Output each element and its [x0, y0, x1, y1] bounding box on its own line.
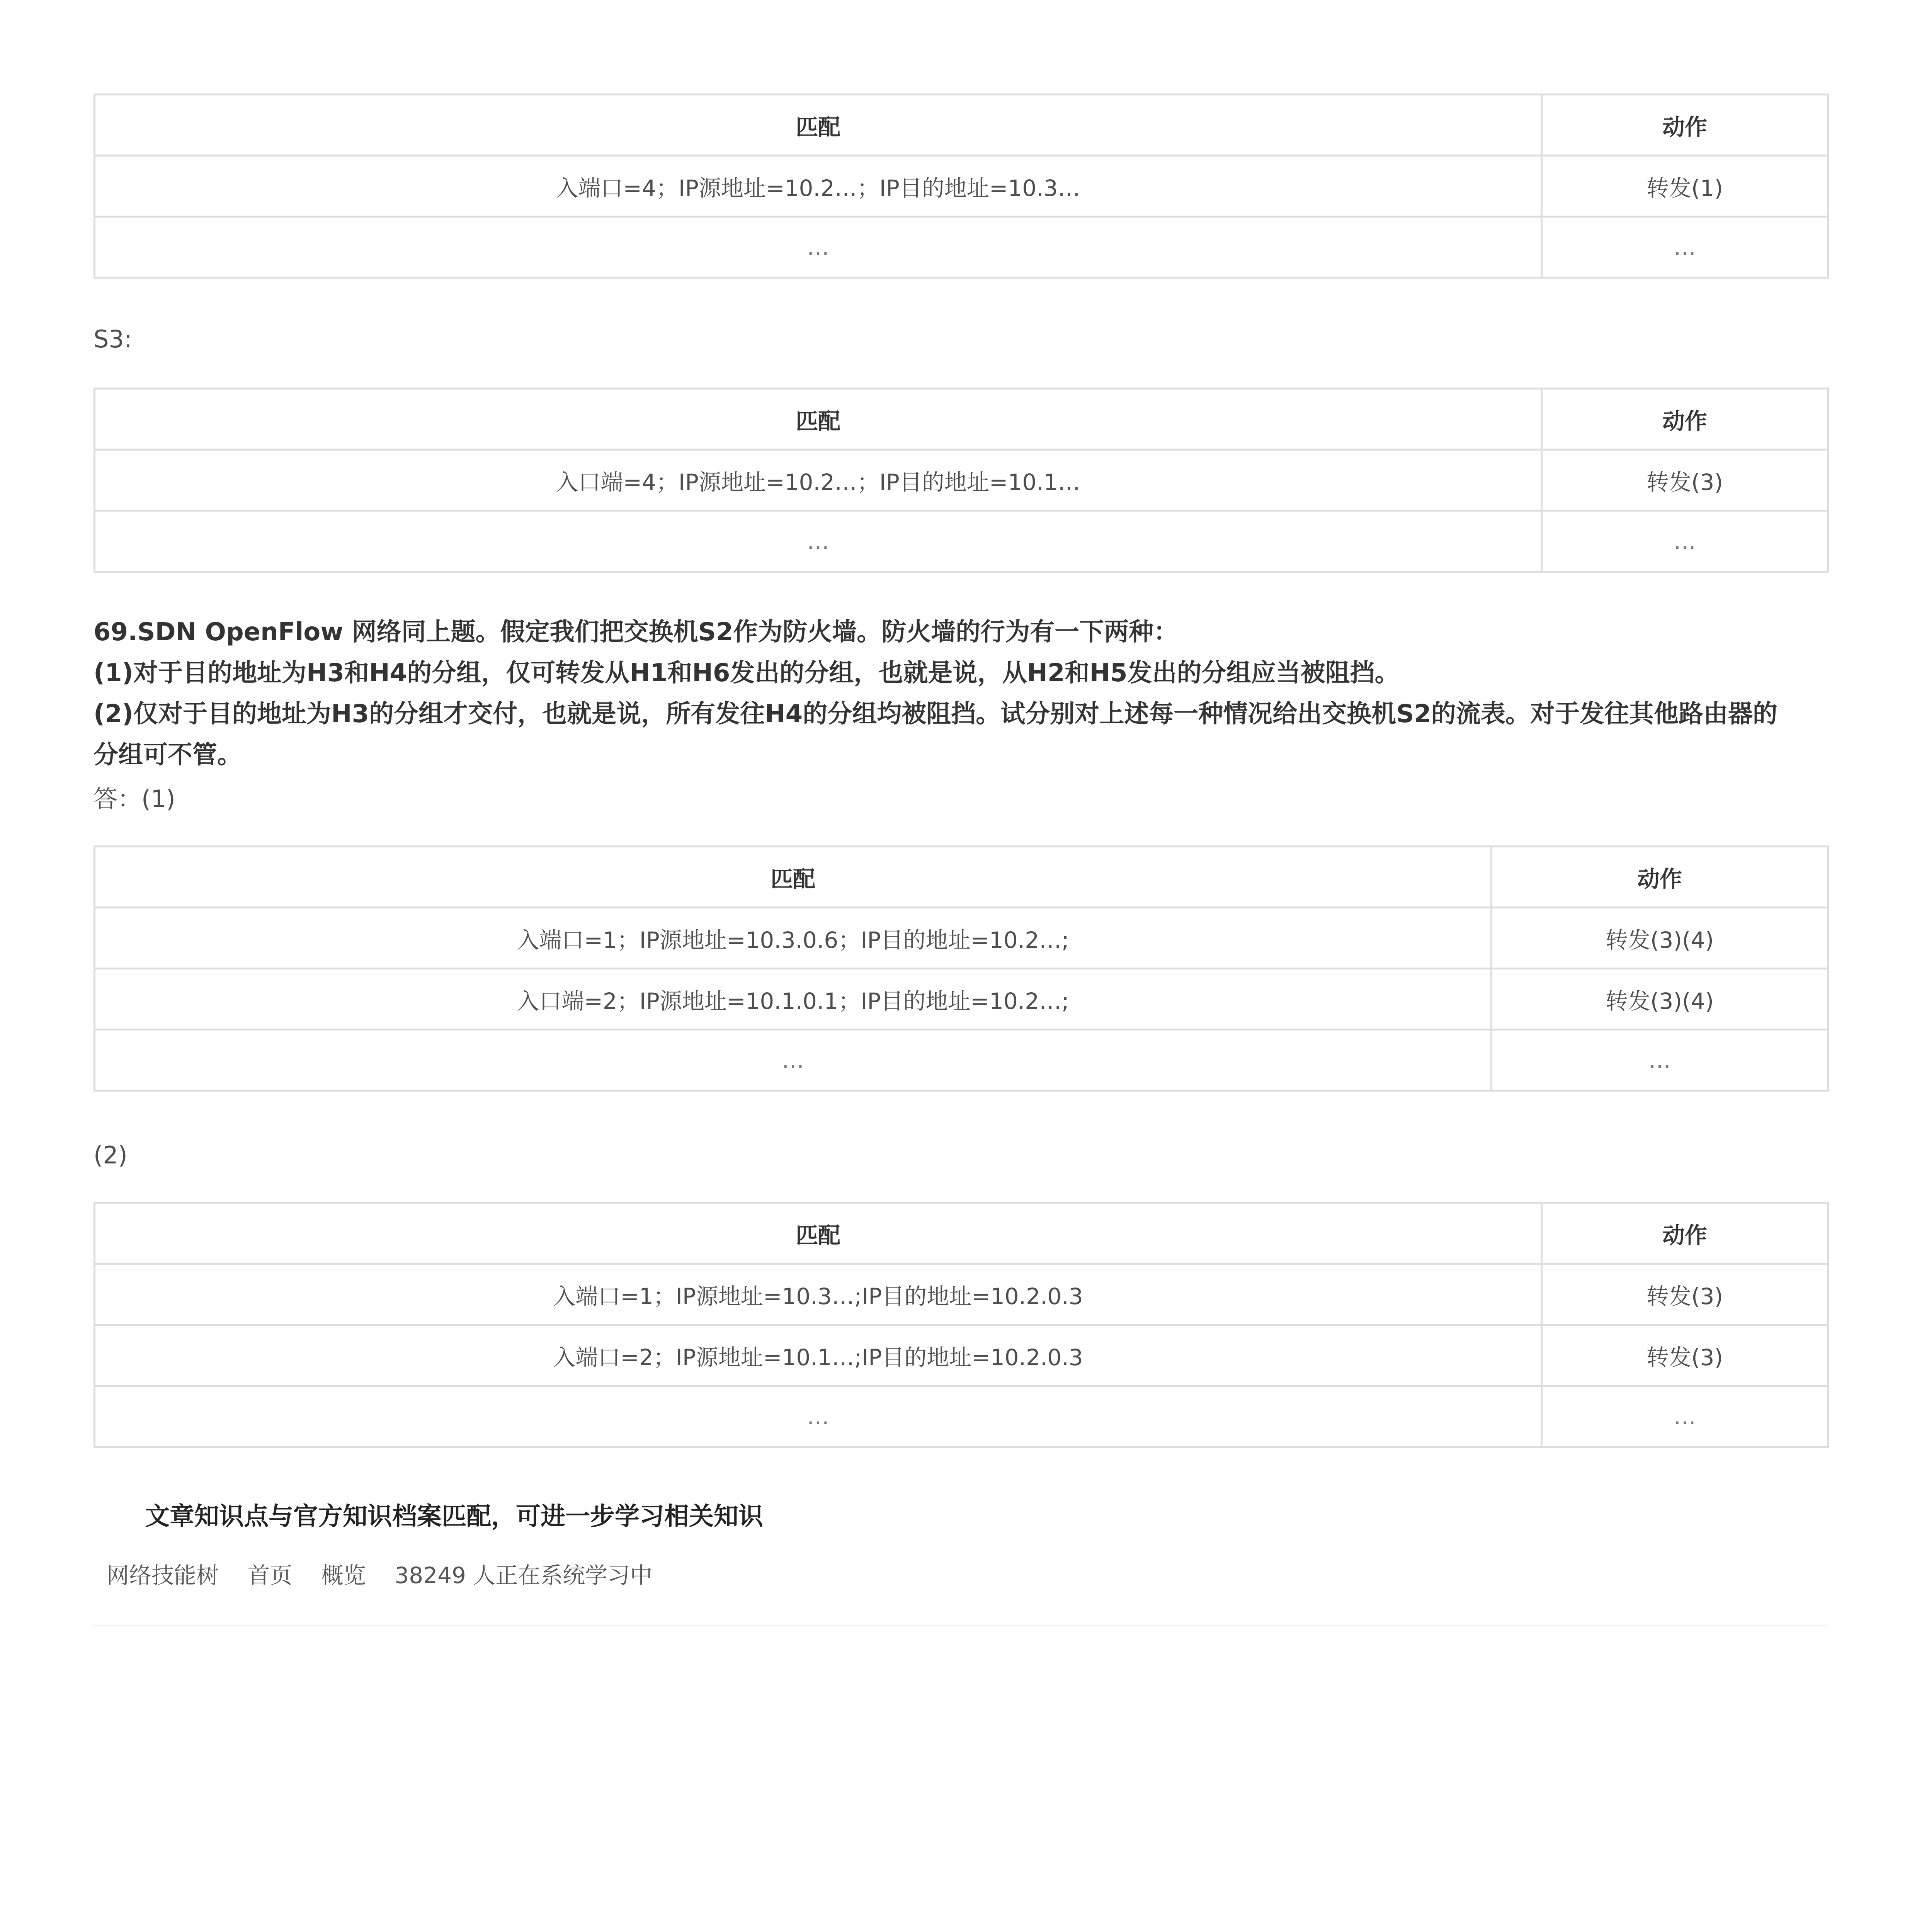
- table-header-row: [95, 389, 1828, 450]
- table-row: [95, 1386, 1828, 1447]
- flow-table-1: [94, 94, 1829, 279]
- table-header-row: [95, 847, 1828, 908]
- question-line: 69.SDN OpenFlow 网络同上题。假定我们把交换机S2作为防火墙。防火墙的行为有一下两种：: [94, 618, 1179, 646]
- match-cell: …: [95, 1030, 1492, 1091]
- action-cell: …: [1542, 511, 1828, 572]
- knowledge-links: [107, 1557, 674, 1590]
- knowledge-title: 文章知识点与官方知识档案匹配，可进一步学习相关知识: [145, 1502, 763, 1531]
- answer-label: 答：(1): [94, 785, 175, 813]
- column-header-action: 动作: [1542, 389, 1828, 450]
- flow-table-3: [94, 845, 1829, 1092]
- question-text: [94, 612, 1827, 776]
- link-skill-tree[interactable]: 网络技能树: [107, 1562, 219, 1588]
- flow-table-4: [94, 1202, 1829, 1448]
- action-cell: 转发(3)(4): [1492, 908, 1828, 969]
- action-cell: 转发(1): [1542, 156, 1828, 217]
- question-line: (1)对于目的地址为H3和H4的分组，仅可转发从H1和H6发出的分组，也就是说，从H2和H5发出的分组应当被阻挡。: [94, 659, 1400, 687]
- table-row: [95, 156, 1828, 217]
- column-header-match: 匹配: [95, 847, 1492, 908]
- match-cell: 入端口=2；IP源地址=10.1…;IP目的地址=10.2.0.3: [95, 1325, 1542, 1386]
- action-cell: 转发(3): [1542, 1264, 1828, 1325]
- table-row: [95, 450, 1828, 511]
- table-header-row: [95, 1203, 1828, 1264]
- table-row: [95, 217, 1828, 278]
- match-cell: 入端口=1；IP源地址=10.3.0.6；IP目的地址=10.2…;: [95, 908, 1492, 969]
- table-row: [95, 1325, 1828, 1386]
- column-header-match: 匹配: [95, 389, 1542, 450]
- column-header-match: 匹配: [95, 95, 1542, 156]
- flow-table-2: [94, 388, 1829, 573]
- action-cell: …: [1542, 1386, 1828, 1447]
- table-row: [95, 1030, 1828, 1091]
- match-cell: 入端口=1；IP源地址=10.3…;IP目的地址=10.2.0.3: [95, 1264, 1542, 1325]
- column-header-action: 动作: [1492, 847, 1828, 908]
- part2-label: (2): [94, 1141, 128, 1169]
- action-cell: …: [1542, 217, 1828, 278]
- table-row: [95, 908, 1828, 969]
- match-cell: …: [95, 1386, 1542, 1447]
- action-cell: 转发(3): [1542, 1325, 1828, 1386]
- question-line: (2)仅对于目的地址为H3的分组才交付，也就是说，所有发往H4的分组均被阻挡。试分别对上述每一种情况给出交换机S2的流表。对于发往其他路由器的: [94, 700, 1778, 728]
- column-header-action: 动作: [1542, 1203, 1828, 1264]
- action-cell: …: [1492, 1030, 1828, 1091]
- table-row: [95, 1264, 1828, 1325]
- match-cell: 入口端=2；IP源地址=10.1.0.1；IP目的地址=10.2…;: [95, 969, 1492, 1030]
- table-row: [95, 511, 1828, 572]
- learner-count: 38249 人正在系统学习中: [395, 1562, 653, 1588]
- match-cell: …: [95, 511, 1542, 572]
- link-overview[interactable]: 概览: [321, 1562, 366, 1588]
- question-line: 分组可不管。: [94, 741, 242, 769]
- column-header-match: 匹配: [95, 1203, 1542, 1264]
- divider: [94, 1625, 1827, 1626]
- match-cell: 入端口=4；IP源地址=10.2…；IP目的地址=10.3…: [95, 156, 1542, 217]
- match-cell: …: [95, 217, 1542, 278]
- table-row: [95, 969, 1828, 1030]
- action-cell: 转发(3): [1542, 450, 1828, 511]
- action-cell: 转发(3)(4): [1492, 969, 1828, 1030]
- s3-label: S3:: [94, 325, 132, 353]
- column-header-action: 动作: [1542, 95, 1828, 156]
- link-home[interactable]: 首页: [247, 1562, 293, 1588]
- table-header-row: [95, 95, 1828, 156]
- match-cell: 入口端=4；IP源地址=10.2…；IP目的地址=10.1…: [95, 450, 1542, 511]
